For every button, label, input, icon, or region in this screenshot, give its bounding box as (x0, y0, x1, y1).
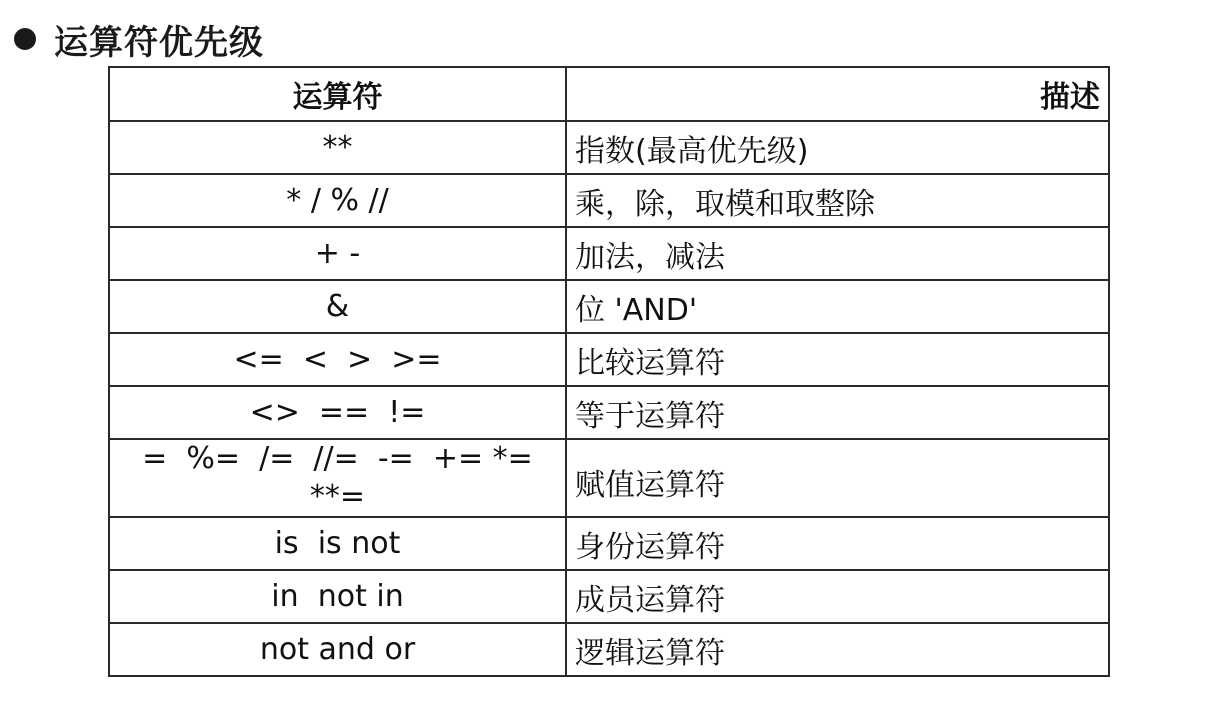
column-header-operator: 运算符 (109, 67, 566, 121)
page-title: 运算符优先级 (54, 22, 264, 63)
table-header-row (109, 67, 1109, 121)
operator-precedence-table (108, 66, 1110, 677)
operator-cell: + - (109, 227, 566, 280)
section-heading (14, 14, 264, 64)
operator-cell: is is not (109, 517, 566, 570)
description-cell: 逻辑运算符 (566, 623, 1109, 676)
table-row (109, 333, 1109, 386)
table-row (109, 174, 1109, 227)
table-row (109, 570, 1109, 623)
table-row (109, 623, 1109, 676)
operator-cell: not and or (109, 623, 566, 676)
description-cell: 指数(最高优先级) (566, 121, 1109, 174)
description-cell: 比较运算符 (566, 333, 1109, 386)
table-row (109, 439, 1109, 517)
column-header-description: 描述 (566, 67, 1109, 121)
operator-cell: = %= /= //= -= += *= **= (109, 439, 566, 517)
description-cell: 成员运算符 (566, 570, 1109, 623)
table-row (109, 517, 1109, 570)
table-row (109, 280, 1109, 333)
operator-cell: <> == != (109, 386, 566, 439)
description-cell: 乘，除，取模和取整除 (566, 174, 1109, 227)
table-row (109, 386, 1109, 439)
operator-cell: * / % // (109, 174, 566, 227)
description-cell: 身份运算符 (566, 517, 1109, 570)
table-row (109, 121, 1109, 174)
operator-cell: ** (109, 121, 566, 174)
operator-cell: in not in (109, 570, 566, 623)
bullet-icon (14, 28, 36, 50)
description-cell: 赋值运算符 (566, 439, 1109, 517)
description-cell: 加法，减法 (566, 227, 1109, 280)
operator-cell: <= < > >= (109, 333, 566, 386)
table-row (109, 227, 1109, 280)
description-cell: 等于运算符 (566, 386, 1109, 439)
description-cell: 位 'AND' (566, 280, 1109, 333)
operator-cell: & (109, 280, 566, 333)
